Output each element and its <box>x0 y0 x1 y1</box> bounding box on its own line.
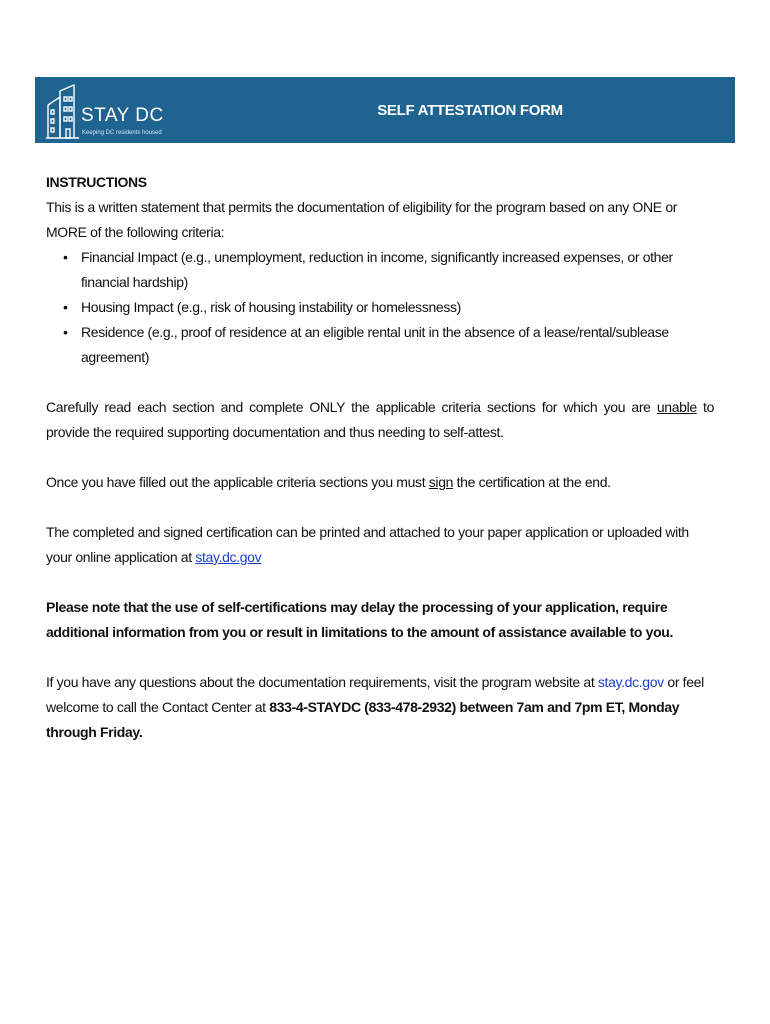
criteria-housing: Housing Impact (e.g., risk of housing instability or homelessness) <box>81 299 461 315</box>
criteria-residence: Residence (e.g., proof of residence at an eligible rental unit in the absence of a lease/rental/sublease agreement) <box>81 324 669 365</box>
submit-instructions-paragraph <box>46 520 714 570</box>
buildings-icon <box>45 83 81 139</box>
bullet-icon: • <box>63 249 68 265</box>
sign-text-before: Once you have filled out the applicable criteria sections you must <box>46 474 429 490</box>
instructions-heading: INSTRUCTIONS <box>46 174 147 190</box>
instructions-intro: This is a written statement that permits the documentation of eligibility for the program based on any ONE or MORE of the following criteria: <box>46 199 678 240</box>
contact-text-middle: or feel welcome to call the Contact Center at <box>46 674 704 715</box>
list-item <box>46 245 714 295</box>
criteria-list <box>46 245 714 370</box>
stay-dc-logo <box>45 83 164 139</box>
program-website-link[interactable]: stay.dc.gov <box>597 674 664 690</box>
submit-text: The completed and signed certification can be printed and attached to your paper application or uploaded with your online application at <box>46 524 689 565</box>
read-text-after: to provide the required supporting documentation and thus needing to self-attest. <box>46 399 715 440</box>
stay-dc-link[interactable]: stay.dc.gov <box>195 549 262 565</box>
instructions-section <box>46 170 714 745</box>
sign-emphasis: sign <box>428 474 454 490</box>
contact-text-before: If you have any questions about the documentation requirements, visit the program website at <box>46 674 598 690</box>
form-header-bar <box>35 77 735 143</box>
bullet-icon: • <box>63 299 68 315</box>
sign-instructions-paragraph <box>46 470 714 495</box>
list-item <box>46 295 714 320</box>
contact-center-phone-hours: 833-4-STAYDC (833-478-2932) between 7am and 7pm ET, Monday through Friday. <box>46 699 680 740</box>
list-item <box>46 320 714 370</box>
criteria-financial: Financial Impact (e.g., unemployment, reduction in income, significantly increased expenses, or other financial hardship) <box>81 249 673 290</box>
form-title: SELF ATTESTATION FORM <box>377 102 563 119</box>
unable-emphasis: unable <box>656 399 697 415</box>
read-text-before: Carefully read each section and complete ONLY the applicable criteria sections for which you are <box>46 399 657 415</box>
logo-tagline: Keeping DC residents housed <box>82 130 162 136</box>
logo-wordmark: STAY DC <box>81 105 164 126</box>
contact-paragraph <box>46 670 714 745</box>
bullet-icon: • <box>63 324 68 340</box>
read-instructions-paragraph <box>46 395 714 445</box>
sign-text-after: the certification at the end. <box>453 474 611 490</box>
processing-delay-notice: Please note that the use of self-certifications may delay the processing of your application, require additional information from you or result in limitations to the amount of assistance available to you. <box>46 599 674 640</box>
